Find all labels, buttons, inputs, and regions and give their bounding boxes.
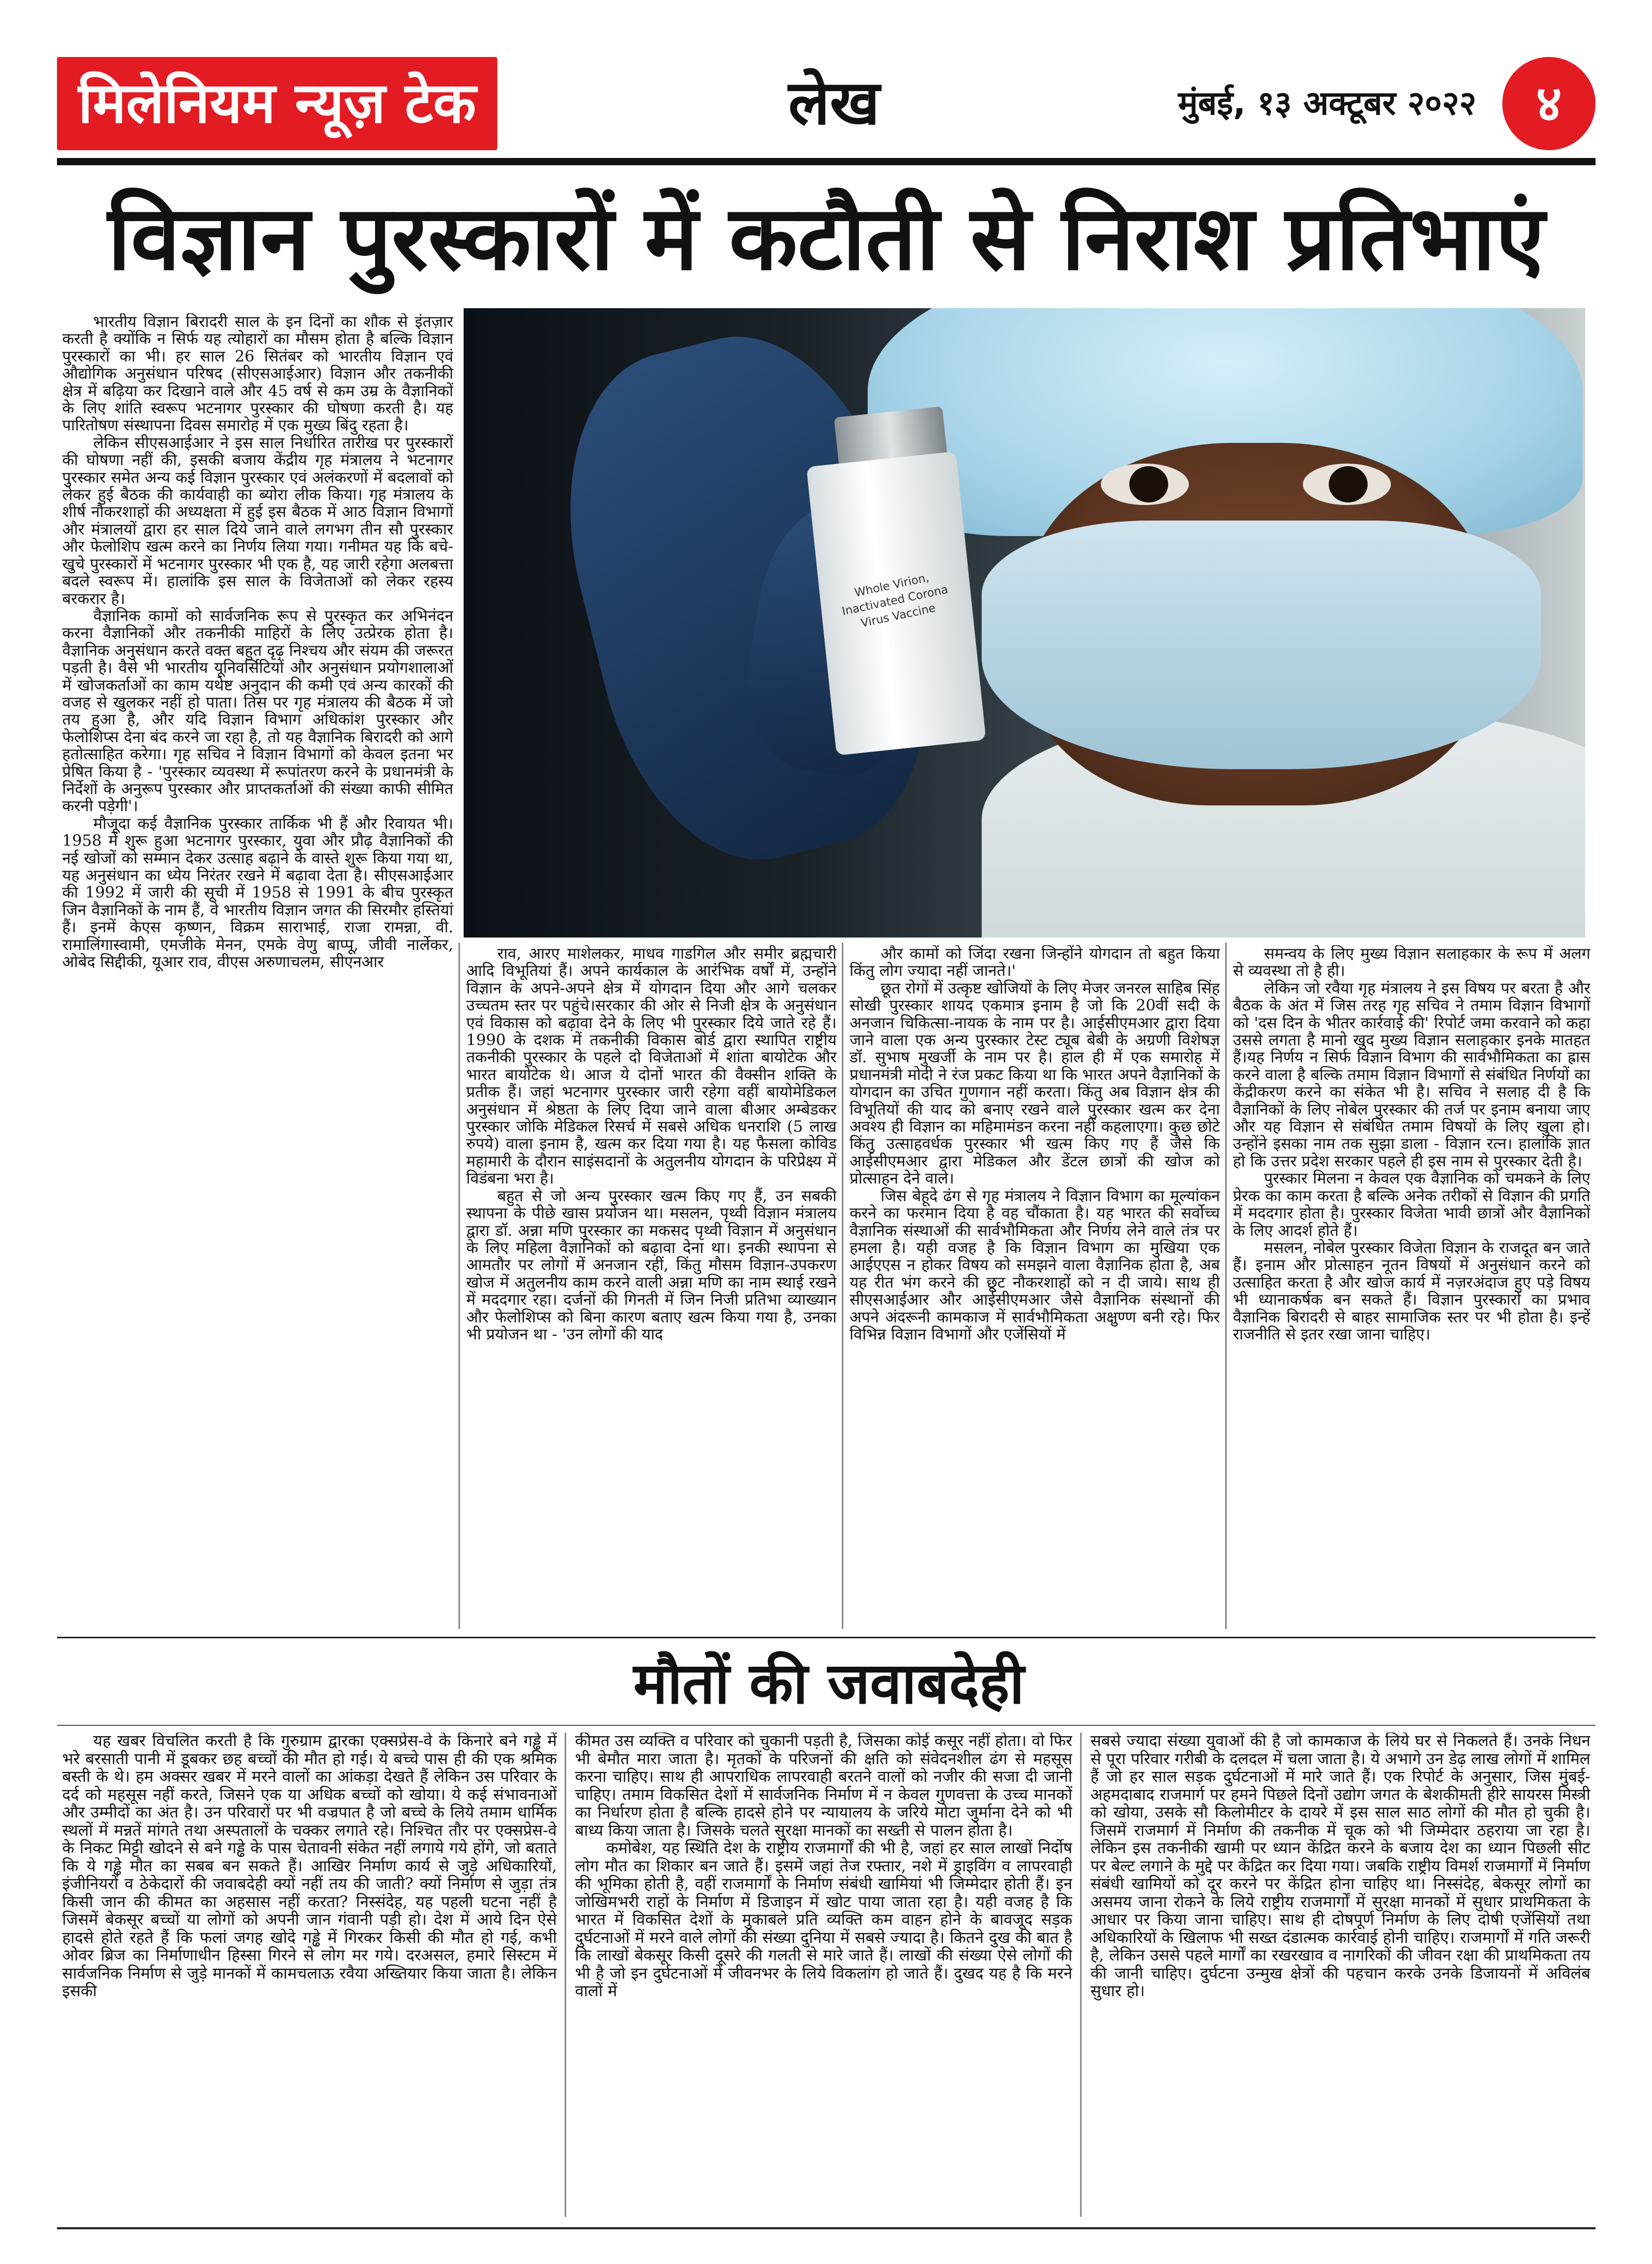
article-headline: विज्ञान पुरस्कारों में कटौती से निराश प्रतिभाएं <box>107 186 1545 290</box>
newspaper-brand: मिलेनियम न्यूज़ टेक <box>57 57 497 150</box>
paragraph: छूत रोगों में उत्कृष्ट खोजियों के लिए मेजर जनरल साहिब सिंह सोखी पुरस्कार शायद एकमात्र इनाम है जो कि 20वीं सदी के अनजान चिकित्सा-नायक के नाम पर है। आईसीएमआर द्वारा दिया जाने वाला एक अन्य पुरस्कार टेस्ट ट्यूब बेबी के अग्रणी विशेषज्ञ डॉ. सुभाष मुखर्जी के नाम पर है। हाल ही में एक समारोह में प्रधानमंत्री मोदी ने रंज प्रकट किया था कि भारत अपने वैज्ञानिकों के योगदान का उचित गुणगान नहीं करता। किंतु अब विज्ञान क्षेत्र की विभूतियों की याद को बनाए रखने वाले पुरस्कार खत्म कर देना अवश्य ही विज्ञान का महिमामंडन करना नहीं कहलाएगा। कुछ छोटे किंतु उत्साहवर्धक पुरस्कार भी खत्म किए गए हैं जैसे कि आईसीएमआर द्वारा मेडिकल और डेंटल छात्रों की खोज को प्रोत्साहन देने वाले। <box>850 979 1220 1188</box>
vial-label: Whole Virion, Inactivated Corona Virus Vaccine <box>841 571 950 630</box>
face-mask <box>982 521 1541 769</box>
section-title: लेख <box>788 67 880 138</box>
article-column-2 <box>466 945 837 1629</box>
paragraph: और कामों को जिंदा रखना जिन्होंने योगदान तो बहुत किया किंतु लोग ज्यादा नहीं जानते।' <box>850 945 1220 980</box>
right-eye <box>1329 466 1368 502</box>
paragraph: यह खबर विचलित करती है कि गुरुग्राम द्वारका एक्सप्रेस-वे के किनारे बने गड्ढे में भरे बरसाती पानी में डूबकर छह बच्चों की मौत हो गई। ये बच्चे पास ही की एक श्रमिक बस्ती के थे। हम अक्सर खबर में मरने वालों का आंकड़ा देखते हैं लेकिन उस परिवार के दर्द को महसूस नहीं करते, जिसने एक या अधिक बच्चों को खोया। ये कई संभावनाओं और उम्मीदों का अंत है। उन परिवारों पर भी वज्रपात है जो बच्चे के लिये तमाम धार्मिक स्थलों में मन्नतें मांगते तथा अस्पतालों के चक्कर लगाते रहे। निश्चित तौर पर एक्सप्रेस-वे के निकट मिट्टी खोदने से बने गड्ढे के पास चेतावनी संकेत नहीं लगाये गये होंगे, जो बताते कि ये गड्ढे मौत का सबब बन सकते हैं। आखिर निर्माण कार्य से जुड़े अधिकारियों, इंजीनियरों व ठेकेदारों की जवाबदेही क्यों नहीं तय की जाती? क्यों निर्माण से जुड़ा तंत्र किसी जान की कीमत का अहसास नहीं करता? निस्संदेह, यह पहली घटना नहीं है जिसमें बेकसूर बच्चों या लोगों को अपनी जान गंवानी पड़ी हो। देश में आये दिन ऐसे हादसे होते रहते हैं कि फलां जगह खोदे गड्ढे में गिरकर किसी की मौत हो गई, कभी ओवर ब्रिज का निर्माणाधीन हिस्सा गिरने से लोग मर गये। दरअसल, हमारे सिस्टम में सार्वजनिक निर्माण से जुड़े मानकों में कामचलाऊ रवैया अख्तियार किया जाता है। लेकिन इसकी <box>62 1733 557 2000</box>
article-column-4 <box>1233 945 1590 1629</box>
paragraph: समन्वय के लिए मुख्य विज्ञान सलाहकार के रूप में अलग से व्यवस्था तो है ही। <box>1233 945 1590 980</box>
page-number-badge: ४ <box>1502 57 1596 150</box>
paragraph: बहुत से जो अन्य पुरस्कार खत्म किए गए हैं, उन सबकी स्थापना के पीछे खास प्रयोजन था। मसलन, पृथ्वी विज्ञान मंत्रालय द्वारा डॉ. अन्ना मणि पुरस्कार का मकसद पृथ्वी विज्ञान में अनुसंधान के लिए महिला वैज्ञानिकों को बढ़ावा देना था। इनकी स्थापना से आमतौर पर लोगों में अनजान रहीं, किंतु मौसम विज्ञान-उपकरण खोज में अतुलनीय काम करने वाली अन्ना मणि का नाम स्थाई रखने में मददगार रहा। दर्जनों की गिनती में जिन निजी प्रतिभा व्याख्यान और फेलोशिप्स को बिना कारण बताए खत्म किया गया है, उनका भी प्रयोजन था - 'उन लोगों की याद <box>466 1187 837 1344</box>
paragraph: सबसे ज्यादा संख्या युवाओं की है जो कामकाज के लिये घर से निकलते हैं। उनके निधन से पूरा परिवार गरीबी के दलदल में चला जाता है। ये अभागे उन डेढ़ लाख लोगों में शामिल हैं जो हर साल सड़क दुर्घटनाओं में मारे जाते हैं। एक रिपोर्ट के अनुसार, जिस मुंबई-अहमदाबाद राजमार्ग पर हमने पिछले दिनों उद्योग जगत के बेशकीमती हीरे सायरस मिस्त्री को खोया, उसके सौ किलोमीटर के दायरे में इस साल साठ लोगों की मौत हो चुकी है। जिसमें राजमार्ग में निर्माण की तकनीक में चूक को भी जिम्मेदार ठहराया जा रहा है। लेकिन इस तकनीकी खामी पर ध्यान केंद्रित करने के बजाय देश का ध्यान पिछली सीट पर बेल्ट लगाने के मुद्दे पर केंद्रित कर दिया गया। जबकि राष्ट्रीय विमर्श राजमार्गों में निर्माण संबंधी खामियों को दूर करने पर केंद्रित होना चाहिए था। निस्संदेह, बेकसूर लोगों का असमय जाना रोकने के लिये राष्ट्रीय राजमार्गों में सुरक्षा मानकों में सुधार प्राथमिकता के आधार पर किया जाना चाहिए। साथ ही दोषपूर्ण निर्माण के लिए दोषी एजेंसियों तथा अधिकारियों के खिलाफ भी सख्त दंडात्मक कार्रवाई होनी चाहिए। राजमार्गों में गति जरूरी है, लेकिन उससे पहले मार्गों का रखरखाव व नागरिकों की जीवन रक्षा की प्राथमिकता तय की जानी चाहिए। दुर्घटना उन्मुख क्षेत्रों की पहचान करके उनके डिजायनों में अविलंब सुधार हो। <box>1090 1733 1590 2000</box>
column-divider <box>842 943 843 1629</box>
paragraph: भारतीय विज्ञान बिरादरी साल के इन दिनों का शौक से इंतज़ार करती है क्योंकि न सिर्फ यह त्योहारों का मौसम होता है बल्कि विज्ञान पुरस्कारों का भी। हर साल 26 सितंबर को भारतीय विज्ञान एवं औद्योगिक अनुसंधान परिषद (सीएसआईआर) विज्ञान और तकनीकी क्षेत्र में बढ़िया कर दिखाने वाले और 45 वर्ष से कम उम्र के वैज्ञानिकों के लिए शांति स्वरूप भटनागर पुरस्कार की घोषणा करती है। यह पारितोषण संस्थापना दिवस समारोह में एक मुख्य बिंदु रहता है। <box>62 313 453 435</box>
column-divider <box>458 943 460 1629</box>
page-bottom-rule <box>57 2227 1596 2229</box>
paragraph: वैज्ञानिक कामों को सार्वजनिक रूप से पुरस्कृत कर अभिनंदन करना वैज्ञानिकों और तकनीकी माहिरों के लिए उत्प्रेरक होता है। वैज्ञानिक अनुसंधान करते वक्त बहुत दृढ़ निश्चय और संयम की जरूरत पड़ती है। वैसे भी भारतीय यूनिवर्सिटियों और अनुसंधान प्रयोगशालाओं में खोजकर्ताओं का काम यथेष्ट अनुदान की कमी एवं अन्य कारकों की वजह से खुलकर नहीं हो पाता। तिस पर गृह मंत्रालय की बैठक में जो तय हुआ है, और यदि विज्ञान विभाग अधिकांश पुरस्कार और फेलोशिप्स देना बंद करने जा रहा है, तो यह वैज्ञानिक बिरादरी को आगे हतोत्साहित करेगा। गृह सचिव ने विज्ञान विभागों को केवल इतना भर प्रेषित किया है - 'पुरस्कार व्यवस्था में रूपांतरण करने के प्रधानमंत्री के निर्देशों के अनुरूप पुरस्कार और प्राप्तकर्ताओं की संख्या काफी सीमित करनी पड़ेगी'। <box>62 607 453 816</box>
article-divider <box>57 1637 1596 1638</box>
dateline: मुंबई, १३ अक्टूबर २०२२ <box>1178 84 1476 123</box>
paragraph: जिस बेहूदे ढंग से गृह मंत्रालय ने विज्ञान विभाग का मूल्यांकन करने का फरमान दिया है वह चौंकाता है। यह भारत की सर्वोच्च वैज्ञानिक संस्थाओं की सार्वभौमिकता और निर्णय लेने वाले तंत्र पर हमला है। यही वजह है कि विज्ञान विभाग का मुखिया एक आईएएस न होकर विषय को समझने वाला वैज्ञानिक होता है, अब यह रीत भंग करने की छूट नौकरशाहों को न दी जाये। साथ ही सीएसआईआर और आईसीएमआर जैसे वैज्ञानिक संस्थानों की अपने अंदरूनी कामकाज में सार्वभौमिकता अक्षुण्ण बनी रहे। फिर विभिन्न विज्ञान विभागों और एजेंसियों में <box>850 1187 1220 1344</box>
article-column-3 <box>850 945 1220 1629</box>
vaccine-vial <box>807 451 986 755</box>
vaccine-photo <box>464 308 1585 938</box>
paragraph: लेकिन जो रवैया गृह मंत्रालय ने इस विषय पर बरता है और बैठक के अंत में जिस तरह गृह सचिव ने तमाम विज्ञान विभागों को 'दस दिन के भीतर कार्रवाई की' रिपोर्ट जमा करवाने को कहा उससे लगता है मानो खुद मुख्य विज्ञान सलाहकार इनके मातहत हैं।यह निर्णय न सिर्फ विज्ञान विभाग की सार्वभौमिकता का ह्रास करने वाला है बल्कि तमाम विज्ञान विभागों से संबंधित निर्णयों का केंद्रीकरण करने का संकेत भी है। सचिव ने सलाह दी है कि वैज्ञानिकों के लिए नोबेल पुरस्कार की तर्ज पर इनाम बनाया जाए और यह विज्ञान से संबंधित तमाम विषयों के लिए खुला हो। उन्होंने इसका नाम तक सुझा डाला - विज्ञान रत्न। हालांकि ज्ञात हो कि उत्तर प्रदेश सरकार पहले ही इस नाम से पुरस्कार देती है। <box>1233 979 1590 1171</box>
paragraph: मसलन, नोबेल पुरस्कार विजेता विज्ञान के राजदूत बन जाते हैं। इनाम और प्रोत्साहन नूतन विषयों में अनुसंधान करने को उत्साहित करता है और खोज कार्य में नज़रअंदाज हुए पड़े विषय भी ध्यानाकर्षक बन सकते हैं। विज्ञान पुरस्कारों का प्रभाव वैज्ञानिक बिरादरी से बाहर सामाजिक स्तर पर भी होता है। इन्हें राजनीति से इतर रखा जाना चाहिए। <box>1233 1238 1590 1344</box>
column-divider <box>565 1733 566 2217</box>
article-2-column-3 <box>1090 1733 1590 2219</box>
article-2-column-2 <box>575 1733 1072 2219</box>
paragraph: कीमत उस व्यक्ति व परिवार को चुकानी पड़ती है, जिसका कोई कसूर नहीं होता। वो फिर भी बेमौत मारा जाता है। मृतकों के परिजनों की क्षति को संवेदनशील ढंग से महसूस करना चाहिए। साथ ही आपराधिक लापरवाही बरतने वालों को नजीर की सजा दी जानी चाहिए। तमाम विकसित देशों में सार्वजनिक निर्माण में न केवल गुणवत्ता के उच्च मानकों का निर्धारण होता है बल्कि हादसे होने पर न्यायालय के जरिये मोटा जुर्माना देने को भी बाध्य किया जाता है। जिसके चलते सुरक्षा मानकों का सख्ती से पालन होता है। <box>575 1733 1072 1840</box>
article-2-headline: मौतों की जवाबदेही <box>633 1650 1025 1717</box>
paragraph: लेकिन सीएसआईआर ने इस साल निर्धारित तारीख पर पुरस्कारों की घोषणा नहीं की, इसकी बजाय केंद्रीय गृह मंत्रालय ने भटनागर पुरस्कार समेत अन्य कई विज्ञान पुरस्कार एवं अलंकरणों में बदलावों को लेकर हुई बैठक की कार्यवाही का ब्योरा लीक किया। गृह मंत्रालय के शीर्ष नौकरशाहों की अध्यक्षता में हुई इस बैठक में आठ विज्ञान विभागों और मंत्रालयों द्वारा हर साल दिये जाने वाले लगभग तीन सौ पुरस्कार और फेलोशिप खत्म करने का निर्णय लिया गया। गनीमत यह कि बचे-खुचे पुरस्कारों में भटनागर पुरस्कार भी एक है, यह जारी रहेगा अलबत्ता बदले स्वरूप में। हालांकि इस साल के विजेताओं को लेकर रहस्य बरकरार है। <box>62 434 453 608</box>
paragraph: मौजूदा कई वैज्ञानिक पुरस्कार तार्किक भी हैं और रिवायत भी। 1958 में शुरू हुआ भटनागर पुरस्कार, युवा और प्रौढ़ वैज्ञानिकों की नई खोजों को सम्मान देकर उत्साह बढ़ाने के वास्ते शुरू किया गया था, यह अनुसंधान का ध्येय निरंतर रखने में बढ़ावा देता है। सीएसआईआर की 1992 में जारी की सूची में 1958 से 1991 के बीच पुरस्कृत जिन वैज्ञानिकों के नाम हैं, वे भारतीय विज्ञान जगत की सिरमौर हस्तियां हैं। इनमें केएस कृष्णन, विक्रम साराभाई, राजा रामन्ना, वी. रामालिंगास्वामी, एमजीके मेनन, एमके वेणु बाप्पू, जीवी नार्लेकर, ओबेद सिद्दीकी, यूआर राव, वीएस अरुणाचलम, सीएनआर <box>62 814 453 972</box>
article-2-column-1 <box>62 1733 557 2219</box>
masthead-divider <box>57 158 1596 165</box>
column-divider <box>1225 943 1227 1629</box>
paragraph: राव, आरए माशेलकर, माधव गाडगिल और समीर ब्रह्मचारी आदि विभूतियां हैं। अपने कार्यकाल के आरंभिक वर्षों में, उन्होंने विज्ञान के अपने-अपने क्षेत्र में योगदान दिया और आगे चलकर उच्चतम स्तर पर पहुंचे।सरकार की ओर से निजी क्षेत्र के अनुसंधान एवं विकास को बढ़ावा देने के लिए भी पुरस्कार दिये जाते रहे हैं। 1990 के दशक में तकनीकी विकास बोर्ड द्वारा स्थापित राष्ट्रीय तकनीकी पुरस्कार के पहले दो विजेताओं में शांता बायोटेक और भारत बायोटेक थे। आज ये दोनों भारत की वैक्सीन शक्ति के प्रतीक हैं। जहां भटनागर पुरस्कार जारी रहेगा वहीं बायोमेडिकल अनुसंधान में श्रेष्ठता के लिए दिया जाने वाला बीआर अम्बेडकर पुरस्कार जोकि मेडिकल रिसर्च में सबसे अधिक धनराशि (5 लाख रुपये) वाला इनाम है, खत्म कर दिया गया है। यह फैसला कोविड महामारी के दौरान साइंसदानों के अतुलनीय योगदान के परिप्रेक्ष्य में विडंबना भरा है। <box>466 945 837 1188</box>
paragraph: पुरस्कार मिलना न केवल एक वैज्ञानिक को चमकने के लिए प्रेरक का काम करता है बल्कि अनेक तरीकों से विज्ञान की प्रगति में मददगार होता है। पुरस्कार विजेता भावी छात्रों और वैज्ञानिकों के लिए आदर्श होते हैं। <box>1233 1170 1590 1240</box>
headline-underline <box>57 1725 1596 1726</box>
article-column-1 <box>62 313 453 1632</box>
paragraph: कमोबेश, यह स्थिति देश के राष्ट्रीय राजमार्गों की भी है, जहां हर साल लाखों निर्दोष लोग मौत का शिकार बन जाते हैं। इसमें जहां तेज रफ्तार, नशे में ड्राइविंग व लापरवाही की भूमिका होती है, वहीं राजमार्गों के निर्माण संबंधी खामियां भी जिम्मेदार होती हैं। इन जोखिमभरी राहों के निर्माण में डिजाइन में खोट पाया जाता रहा है। यही वजह है कि भारत में विकसित देशों के मुकाबले प्रति व्यक्ति कम वाहन होने के बावजूद सड़क दुर्घटनाओं में मरने वाले लोगों की संख्या दुनिया में सबसे ज्यादा है। कितने दुख की बात है कि लाखों बेकसूर किसी दूसरे की गलती से मारे जाते हैं। लाखों की संख्या ऐसे लोगों की भी है जो इन दुर्घटनाओं में जीवनभर के लिये विकलांग हो जाते हैं। दुखद यह है कि मरने वालों में <box>575 1839 1072 2000</box>
left-eye <box>1129 466 1168 502</box>
column-divider <box>1080 1733 1082 2217</box>
